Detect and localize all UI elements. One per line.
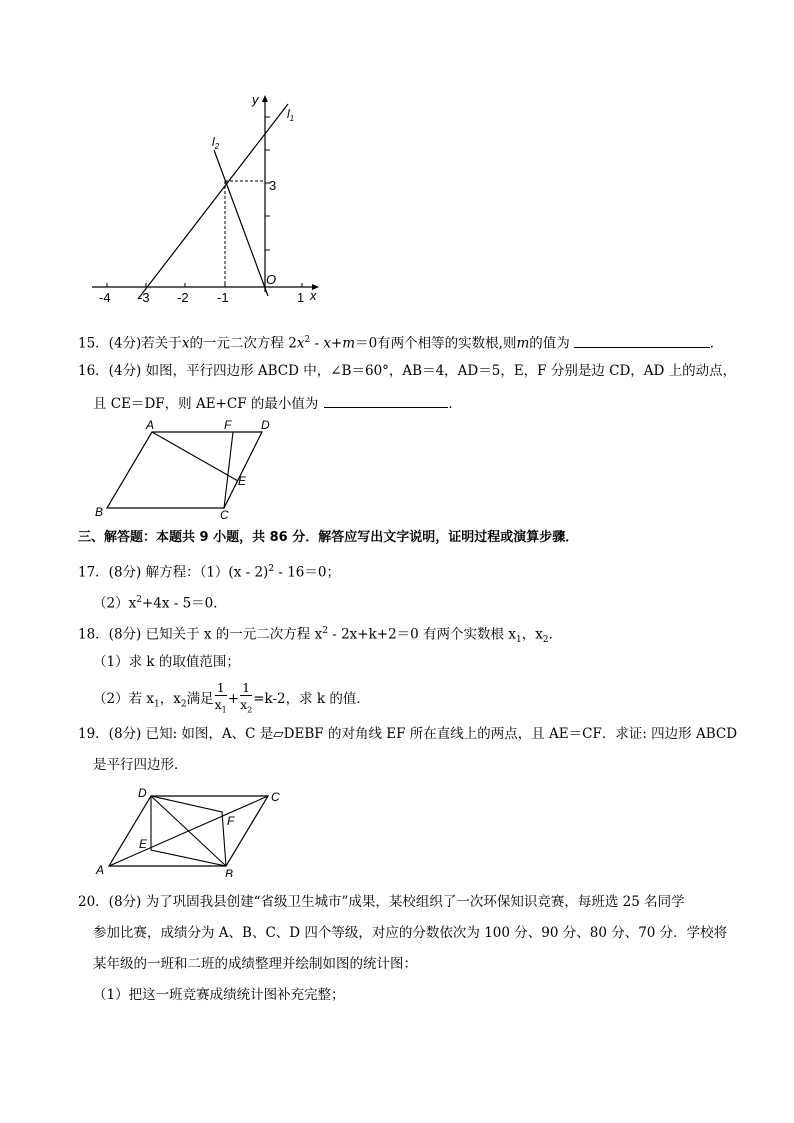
vertex-f: F xyxy=(224,418,232,432)
vertex-a: A xyxy=(146,418,155,432)
origin-label: O xyxy=(266,272,277,287)
question-19-line2: 是平行四边形． xyxy=(93,757,188,773)
vertex-d: D xyxy=(261,418,270,432)
question-18-line1: 18．(8分) 已知关于 x 的一元二次方程 $x^2 - 2x+k+2=0$ 有两个实数根 $x_1$，$x_2$． xyxy=(78,626,563,646)
question-20-part1: （1）把这一班竞赛成绩统计图补充完整； xyxy=(93,987,345,1003)
question-20-line3: 某年级的一班和二班的成绩整理并绘制如图的统计图： xyxy=(93,956,417,972)
question-17-line2: $(2)x^2+4x - 5=0$． xyxy=(93,595,227,612)
vertex-b: B xyxy=(95,505,104,519)
parallelogram-figure-16 xyxy=(90,415,280,523)
question-18-part1: （1）求 k 的取值范围； xyxy=(93,654,240,670)
vertex-e: E xyxy=(139,837,148,851)
diagonal-db xyxy=(151,796,226,866)
line-l2 xyxy=(214,150,268,296)
y-tick-label-3: 3 xyxy=(269,178,277,193)
question-20-line1: 20．(8分) 为了巩固我县创建“省级卫生城市”成果，某校组织了一次环保知识竞赛，每班选 25 名同学 xyxy=(78,894,685,910)
parallelogram-abcd xyxy=(107,432,262,508)
segment-cf xyxy=(224,432,233,508)
question-17-line1: 17．(8分) 解方程：（1）(x - 2)$^2$ - 16＝0； xyxy=(78,564,340,581)
segment-ae xyxy=(152,432,238,481)
vertex-a: A xyxy=(96,863,105,877)
vertex-e: E xyxy=(238,474,247,488)
answer-blank xyxy=(324,393,448,408)
axis-x-label: x xyxy=(310,288,317,303)
question-20-line2: 参加比赛，成绩分为 A、B、C、D 四个等级，对应的分数依次为 100 分、90 分、80 分、70 分．学校将 xyxy=(93,925,728,941)
x-tick-label: -1 xyxy=(217,290,229,305)
y-axis-arrow xyxy=(262,95,268,102)
x-tick-label: -4 xyxy=(99,290,111,305)
l2-label: $l_2$ xyxy=(212,135,220,151)
x-tick-label: 1 xyxy=(297,290,305,305)
fraction-1-over-x1: $\frac{1}{x_1}$ xyxy=(214,680,227,715)
vertex-c: C xyxy=(220,508,229,522)
parallelogram-figure-19 xyxy=(90,783,290,877)
x-tick-label: -2 xyxy=(177,290,189,305)
question-16-line1: 16．(4分) 如图，平行四边形 ABCD 中，∠B＝60°，AB＝4，AD＝5，E，F 分别是边 CD，AD 上的动点， xyxy=(78,363,737,379)
question-15: 15．(4分)若关于x的一元二次方程 $2x^2 - x+m=0$有两个相等的实数根,则m的值为 ． xyxy=(78,331,723,353)
question-19-line1: 19．(8分) 已知: 如图，A、C 是▱DEBF 的对角线 EF 所在直线上的两点，且 AE＝CF．求证: 四边形 ABCD xyxy=(78,726,738,742)
answer-blank xyxy=(574,333,710,348)
l1-label: $l_1$ xyxy=(287,107,295,123)
line-graph-figure xyxy=(85,88,325,308)
vertex-f: F xyxy=(227,814,235,828)
vertex-b: B xyxy=(225,867,234,877)
question-16-line2: 且 CE＝DF，则 AE+CF 的最小值为 ． xyxy=(93,393,462,413)
axis-y-label: y xyxy=(252,92,259,107)
question-18-part2: （2）若 $x_1$，$x_2$满足 $\frac{1}{x_1}$ + $\frac{1}{x_2}$ =k-2，求 k 的值． xyxy=(93,680,370,720)
vertex-d: D xyxy=(138,786,147,800)
section-3-heading: 三、解答题：本题共 9 小题，共 86 分．解答应写出文字说明，证明过程或演算步骤． xyxy=(78,530,579,545)
vertex-c: C xyxy=(271,790,280,804)
fraction-1-over-x2: $\frac{1}{x_2}$ xyxy=(240,680,253,715)
x-tick-label: -3 xyxy=(138,290,150,305)
